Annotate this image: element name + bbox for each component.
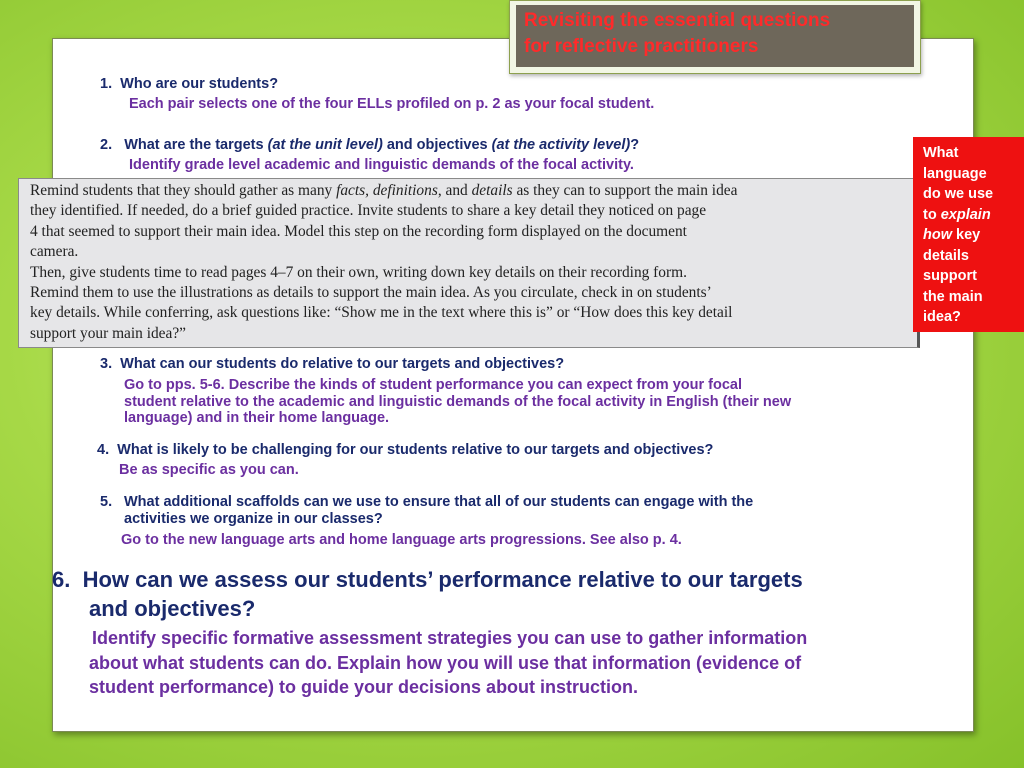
answer-2: Identify grade level academic and linguistic demands of the focal activity. bbox=[129, 157, 634, 173]
question-6 bbox=[52, 565, 952, 623]
question-2-em-unit: (at the unit level) bbox=[267, 137, 383, 153]
excerpt-line: they identified. If needed, do a brief guided practice. Invite students to share a key detail they noticed on page bbox=[30, 202, 707, 220]
question-4-number: 4. bbox=[97, 442, 110, 458]
answer-6-line: Identify specific formative assessment strategies you can use to gather information bbox=[92, 628, 808, 648]
callout-line: What bbox=[923, 145, 959, 161]
question-5-number: 5. bbox=[100, 494, 113, 510]
question-2 bbox=[100, 137, 639, 154]
callout-em-how: how bbox=[923, 227, 952, 243]
slide-title-line2: for reflective practitioners bbox=[524, 36, 759, 57]
question-6-line: and objectives? bbox=[89, 596, 256, 621]
callout-box bbox=[913, 137, 1024, 332]
question-2-text-before: What are the targets bbox=[124, 137, 268, 153]
question-1-number: 1. bbox=[100, 76, 113, 92]
question-6-number: 6. bbox=[52, 567, 71, 592]
answer-6-line: student performance) to guide your decisions about instruction. bbox=[89, 677, 639, 697]
callout-line: support bbox=[923, 268, 977, 284]
question-4 bbox=[97, 442, 713, 459]
callout-em-explain: explain bbox=[940, 206, 991, 223]
question-1-text: Who are our students? bbox=[120, 76, 279, 92]
excerpt-line: 4 that seemed to support their main idea. Model this step on the recording form displayed on the document bbox=[30, 222, 687, 240]
excerpt-line: support your main idea?” bbox=[30, 324, 186, 342]
question-2-text-mid: and objectives bbox=[382, 137, 492, 153]
question-3 bbox=[100, 356, 564, 373]
question-5-text bbox=[124, 494, 753, 528]
excerpt-line: key details. While conferring, ask questions like: “Show me in the text where this is” or “How does this key detail bbox=[30, 304, 733, 322]
excerpt-em-details: details bbox=[471, 182, 513, 199]
question-3-text: What can our students do relative to our targets and objectives? bbox=[120, 356, 565, 372]
question-4-text: What is likely to be challenging for our students relative to our targets and objectives? bbox=[117, 442, 714, 458]
callout-line: details bbox=[923, 247, 969, 264]
slide-title bbox=[524, 8, 904, 60]
answer-1: Each pair selects one of the four ELLs profiled on p. 2 as your focal student. bbox=[129, 96, 655, 112]
excerpt-em-facts: facts, definitions bbox=[336, 182, 438, 199]
question-6-line: 6. How can we assess our students’ performance relative to our targets bbox=[52, 567, 803, 592]
excerpt-line: camera. bbox=[30, 243, 79, 261]
excerpt-line: Remind students that they should gather as many facts, definitions, and details as they can to support the main idea bbox=[30, 182, 738, 199]
callout-line: how key bbox=[923, 227, 981, 243]
callout-line: to explain bbox=[923, 206, 991, 223]
excerpt-line: Remind them to use the illustrations as details to support the main idea. As you circulate, check in on students’ bbox=[30, 284, 712, 302]
callout-line: do we use bbox=[923, 186, 994, 202]
callout-line: language bbox=[923, 165, 987, 182]
question-3-number: 3. bbox=[100, 356, 113, 372]
slide-title-line1: Revisiting the essential questions bbox=[524, 10, 831, 31]
question-2-em-activity: (at the activity level) bbox=[491, 137, 631, 153]
answer-5: Go to the new language arts and home language arts progressions. See also p. 4. bbox=[121, 532, 682, 548]
question-5-line: What additional scaffolds can we use to ensure that all of our students can engage with the bbox=[124, 494, 754, 510]
answer-3-line: language) and in their home language. bbox=[124, 410, 390, 426]
answer-6-line: about what students can do. Explain how you will use that information (evidence of bbox=[89, 652, 802, 673]
callout-line: the main bbox=[923, 288, 983, 305]
excerpt-line: Then, give students time to read pages 4–7 on their own, writing down key details on their recording form. bbox=[30, 263, 687, 281]
curriculum-excerpt-text bbox=[30, 181, 900, 344]
answer-3-line: Go to pps. 5-6. Describe the kinds of student performance you can expect from your focal bbox=[124, 377, 742, 393]
question-2-text-after: ? bbox=[630, 137, 640, 153]
question-5-line: activities we organize in our classes? bbox=[124, 511, 383, 527]
question-2-number: 2. bbox=[100, 137, 113, 153]
callout-line: idea? bbox=[923, 309, 961, 325]
answer-4: Be as specific as you can. bbox=[119, 462, 299, 478]
answer-6 bbox=[89, 626, 919, 700]
answer-3-line: student relative to the academic and linguistic demands of the focal activity in English (their new bbox=[124, 393, 792, 410]
answer-3 bbox=[124, 377, 791, 427]
question-1 bbox=[100, 76, 278, 93]
